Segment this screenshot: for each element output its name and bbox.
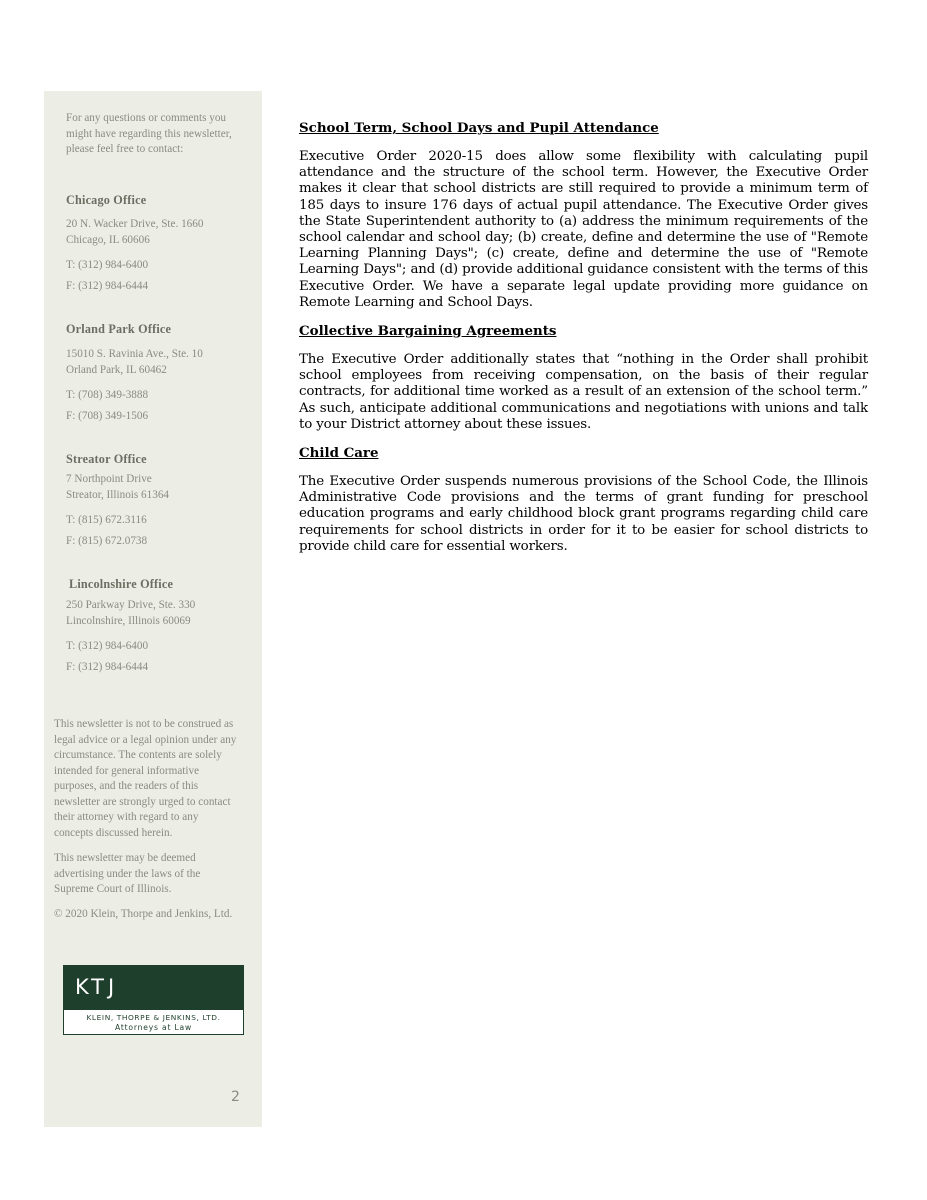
section-body-collective-bargaining: The Executive Order additionally states that “nothing in the Order shall prohibit school employees from receiving compensation, on the basis of their regular contracts, for additional time worked as a result of an extension of the school term.” As such, anticipate additional communications and negotiations with unions and talk to your District attorney about these issues. [299, 352, 868, 432]
address-line: 20 N. Wacker Drive, Ste. 1660 [66, 218, 204, 230]
office-name-lincolnshire: Lincolnshire Office [69, 577, 174, 591]
office-name-chicago: Chicago Office [66, 193, 147, 207]
disclaimer-line: circumstance. The contents are solely [54, 749, 222, 761]
disclaimer-line: This newsletter is not to be construed as [54, 718, 234, 730]
office-name-streator: Streator Office [66, 452, 147, 466]
advertising-line: Supreme Court of Illinois. [54, 883, 172, 895]
address-line: Lincolnshire, Illinois 60069 [66, 614, 191, 627]
office-fax-orland-park: F: (708) 349-1506 [66, 410, 149, 422]
office-fax-lincolnshire: F: (312) 984-6444 [66, 661, 149, 673]
address-line: Orland Park, IL 60462 [66, 363, 167, 376]
disclaimer-line: newsletter are strongly urged to contact [54, 795, 231, 808]
office-phone-chicago: T: (312) 984-6400 [66, 259, 149, 271]
section-title-school-term: School Term, School Days and Pupil Attendance [299, 120, 659, 136]
disclaimer-line: purposes, and the readers of this [54, 780, 199, 792]
firm-logo [63, 965, 244, 1035]
section-title-collective-bargaining: Collective Bargaining Agreements [299, 323, 557, 340]
office-address-streator [66, 472, 169, 503]
disclaimer-line: concepts discussed herein. [54, 826, 173, 839]
main-content [299, 118, 868, 555]
logo-mark: KTJ [75, 975, 119, 999]
copyright-notice: © 2020 Klein, Thorpe and Jenkins, Ltd. [54, 908, 233, 920]
section-title-child-care: Child Care [299, 445, 379, 462]
contact-intro-line: might have regarding this newsletter, [66, 127, 232, 140]
office-address-orland-park [66, 347, 203, 378]
logo-firm-name: KLEIN, THORPE & JENKINS, LTD. [86, 1013, 221, 1022]
legal-disclaimer [54, 717, 236, 841]
address-line: 7 Northpoint Drive [66, 473, 152, 485]
advertising-line: This newsletter may be deemed [54, 852, 196, 864]
office-address-chicago [66, 217, 203, 248]
contact-intro [66, 111, 232, 158]
disclaimer-line: legal advice or a legal opinion under any [54, 733, 237, 746]
office-fax-chicago: F: (312) 984-6444 [66, 280, 149, 292]
advertising-line: advertising under the laws of the [54, 867, 201, 880]
office-address-lincolnshire [66, 598, 195, 629]
address-line: Chicago, IL 60606 [66, 233, 150, 246]
office-phone-orland-park: T: (708) 349-3888 [66, 389, 149, 401]
section-body-school-term: Executive Order 2020-15 does allow some flexibility with calculating pupil attendance and the structure of the school term. However, the Executive Order makes it clear that school districts are still required to provide a minimum term of 185 days to insure 176 days of actual pupil attendance. The Executive Order gives the State Superintendent authority to (a) address the minimum requirements of the school calendar and school day; (b) create, define and determine the use of "Remote Learning Planning Days"; (c) create, define and determine the use of "Remote Learning Days"; and (d) provide additional guidance consistent with the terms of this Executive Order. We have a separate legal update providing more guidance on Remote Learning and School Days. [299, 149, 868, 310]
page-number: 2 [231, 1089, 240, 1105]
logo-banner [64, 966, 243, 1010]
disclaimer-line: intended for general informative [54, 764, 200, 777]
office-phone-streator: T: (815) 672.3116 [66, 514, 147, 526]
office-phone-lincolnshire: T: (312) 984-6400 [66, 640, 149, 652]
logo-tagline: Attorneys at Law [115, 1023, 192, 1032]
office-fax-streator: F: (815) 672.0738 [66, 535, 148, 547]
address-line: 250 Parkway Drive, Ste. 330 [66, 599, 196, 611]
section-body-child-care: The Executive Order suspends numerous provisions of the School Code, the Illinois Administrative Code provisions and the terms of grant funding for preschool education programs and early childhood block grant programs regarding child care requirements for school districts in order for it to be easier for school districts to provide child care for essential workers. [299, 474, 868, 554]
address-line: 15010 S. Ravinia Ave., Ste. 10 [66, 348, 203, 360]
advertising-notice [54, 851, 200, 898]
contact-intro-line: please feel free to contact: [66, 143, 184, 155]
office-name-orland-park: Orland Park Office [66, 322, 172, 336]
address-line: Streator, Illinois 61364 [66, 488, 170, 501]
disclaimer-line: their attorney with regard to any [54, 811, 199, 823]
contact-intro-line: For any questions or comments you [66, 112, 227, 124]
